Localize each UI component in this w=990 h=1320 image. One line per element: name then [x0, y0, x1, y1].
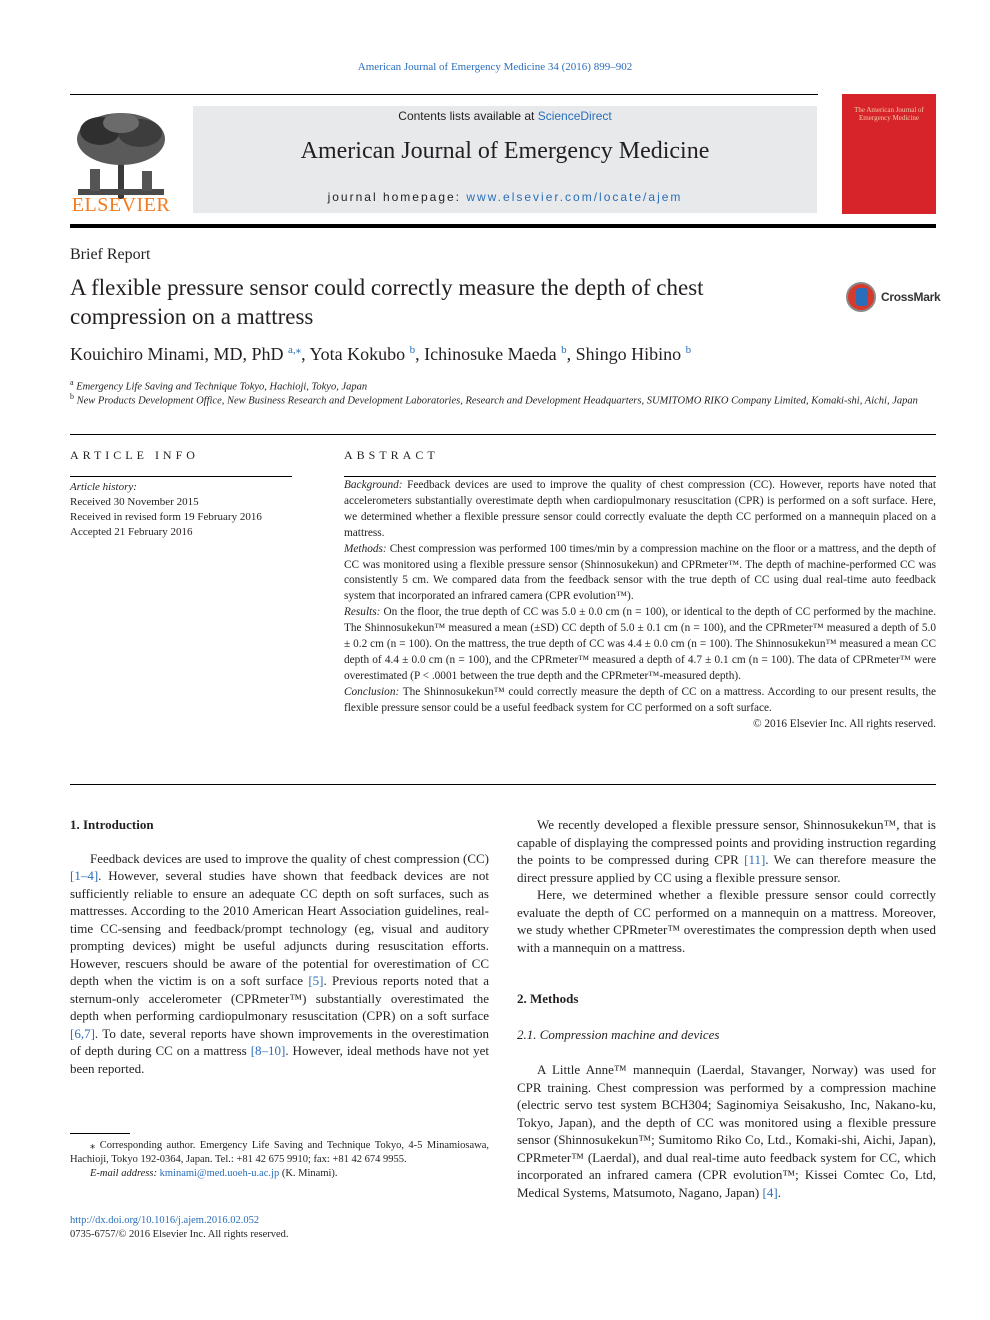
masthead-rule	[70, 94, 818, 95]
affiliation	[70, 390, 936, 409]
section-heading-introduction: 1. Introduction	[70, 817, 154, 832]
introduction-paragraph: We recently developed a flexible pressure sensor, Shinnosukekun™, that is capable of displaying the compressed points and providing instruction regarding the points to be compressed during CPR [11]. We can therefore measure the direct pressure applied by CC using a flexible pressure sensor.	[517, 817, 937, 885]
contents-prefix: Contents lists available at	[398, 109, 538, 123]
author-name[interactable]: Shingo Hibino	[575, 344, 682, 364]
abstract-text: Feedback devices are used to improve the quality of chest compression (CC). However, reports have noted that accelerometers substantially overestimate depth when cardiopulmonary resuscitation (CPR) is performed on a soft surface. Here, we determined whether a flexible pressure sensor could correctly evaluate the depth CC performed on a mannequin placed on a mattress.	[344, 479, 936, 539]
corresponding-author: ⁎ Corresponding author. Emergency Life Saving and Technique Tokyo, 4-5 Minamiosawa, Hachioji, Tokyo 192-0364, Japan. Tel.: +81 42 675 9910; fax: +81 42 674 9955.	[70, 1140, 489, 1165]
right-column	[517, 816, 936, 1201]
author-affiliation-mark[interactable]: b	[561, 344, 567, 356]
email-label: E-mail address:	[90, 1168, 160, 1179]
subsection-heading: 2.1. Compression machine and devices	[517, 1026, 720, 1042]
author-name[interactable]: Kouichiro Minami, MD, PhD	[70, 344, 284, 364]
methods-paragraph: A Little Anne™ mannequin (Laerdal, Stavanger, Norway) was used for CPR training. Chest compression was performed by a compression machine (electric servo test system BCH304; Saginomiya Seisakusho, Inc, Nakano-ku, Tokyo, Japan), and the depth of CC was monitored using a flexible pressure sensor (Shinnosukekun™; Sumitomo Riko Co, Ltd., Komaki-shi, Aichi, Japan), CPRmeter™ (Laerdal), and dual real-time auto feedback system for CC, which incorporated an infrared camera (CPR evolution™; Kissei Comtec Co, Ltd, Medical Systems, Matsumoto, Nagano, Japan) [4].	[517, 1062, 936, 1200]
journal-header-box	[193, 106, 817, 213]
accepted-date: Accepted 21 February 2016	[70, 526, 193, 538]
abstract-text: On the floor, the true depth of CC was 5.0 ± 0.0 cm (n = 100), or identical to the depth of CC performed by the machine. The Shinnosukekun™ measured a mean (±SD) CC depth of 5.0 ± 0.1 cm (n = 100), and the CPRmeter™ measured a depth of 5.0 ± 0.2 cm (n = 100). On the mattress, the true depth of CC was 4.4 ± 0.0 cm (n = 100). The Shinnosukekun™ measured a mean CC depth of 4.4 ± 0.0 cm (n = 100), and the CPRmeter™ measured a depth of 4.7 ± 0.1 cm (n = 100). The data of CPRmeter™ were overestimated (P < .0001 between the true depth and the CPRmeter™-measured depth).	[344, 606, 936, 682]
affiliation-text: New Products Development Office, New Business Research and Development Laboratories, Research and Development Headquarters, SUMITOMO RIKO Company Limited, Komaki-shi, Aichi, Japan	[76, 395, 918, 407]
abstract-methods	[344, 542, 936, 606]
crossmark-badge[interactable]	[846, 282, 941, 316]
journal-cover-thumbnail[interactable]	[842, 94, 936, 214]
author-name[interactable]: Ichinosuke Maeda	[424, 344, 557, 364]
header-divider	[70, 224, 936, 228]
affiliation-text: Emergency Life Saving and Technique Tokyo, Hachioji, Tokyo, Japan	[76, 381, 368, 393]
citation-link[interactable]: [6,7]	[70, 1025, 95, 1041]
email-suffix: (K. Minami).	[279, 1168, 338, 1179]
article-title: A flexible pressure sensor could correctly measure the depth of chest compression on a mattress	[70, 275, 704, 329]
abstract-text: Chest compression was performed 100 times/min by a compression machine on the floor or a mattress, and the depth of CC was monitored using a flexible pressure sensor (Shinnosukekun) and CPRmeter™. The depth of machine-performed CC was consistently 5 cm. We compared data from the feedback sensor with the true depth of CC using dual real-time auto feedback system that incorporated an infrared camera (CPR evolution™).	[344, 542, 936, 603]
section-divider	[70, 434, 936, 435]
author-affiliation-mark[interactable]: a,⁎	[288, 344, 302, 356]
copyright: © 2016 Elsevier Inc. All rights reserved.	[752, 717, 936, 730]
article-type: Brief Report	[70, 246, 151, 263]
author-affiliation-mark[interactable]: b	[409, 344, 416, 356]
homepage-prefix: journal homepage:	[327, 190, 467, 204]
article-info-heading: ARTICLE INFO	[70, 448, 199, 462]
abstract-label: Background:	[344, 479, 403, 491]
article-history	[70, 480, 292, 540]
citation-link[interactable]: [1–4]	[70, 868, 99, 883]
crossmark-icon	[846, 282, 876, 312]
corresponding-author-footnote	[70, 1139, 489, 1181]
abstract-rule	[344, 476, 936, 477]
email-line	[70, 1167, 489, 1181]
cover-title: The American Journal of Emergency Medicine	[854, 106, 924, 122]
citation-link[interactable]: [11]	[744, 852, 766, 867]
revised-date: Received in revised form 19 February 2016	[70, 511, 262, 523]
email-link[interactable]: kminami@med.uoeh-u.ac.jp	[159, 1168, 280, 1179]
received-date: Received 30 November 2015	[70, 496, 199, 508]
abstract-label: Conclusion:	[344, 685, 400, 698]
section-divider	[70, 784, 936, 785]
homepage-link[interactable]: www.elsevier.com/locate/ajem	[466, 190, 683, 204]
doi-link[interactable]: http://dx.doi.org/10.1016/j.ajem.2016.02.052	[70, 1215, 260, 1226]
history-label: Article history:	[70, 481, 137, 493]
author-affiliation-mark[interactable]: b	[685, 344, 692, 356]
abstract-text: The Shinnosukekun™ could correctly measure the depth of CC on a mattress. According to our present results, the flexible pressure sensor could be a useful feedback system for CC performed on a soft surface.	[344, 685, 936, 714]
affiliation-mark: a	[70, 378, 74, 387]
left-column	[70, 816, 489, 1077]
abstract-conclusion	[344, 685, 936, 717]
abstract-body	[344, 478, 936, 733]
introduction-paragraph: Here, we determined whether a flexible pressure sensor could correctly evaluate the depth of CC performed on a mannequin on a mattress. Moreover, we study whether CPRmeter™ overestimates the compression depth when used with a mannequin on a mattress.	[517, 887, 936, 955]
journal-reference[interactable]: American Journal of Emergency Medicine 34 (2016) 899–902	[357, 61, 633, 73]
affiliation-mark: b	[70, 392, 74, 401]
abstract-heading: ABSTRACT	[344, 448, 439, 462]
section-heading-methods: 2. Methods	[517, 991, 579, 1006]
abstract-label: Methods:	[344, 542, 387, 555]
abstract-background	[344, 478, 936, 542]
footnote-rule	[70, 1133, 130, 1134]
journal-title: American Journal of Emergency Medicine	[300, 138, 710, 164]
introduction-paragraph: Feedback devices are used to improve the quality of chest compression (CC) [1–4]. However, several studies have shown that feedback devices are not sufficiently reliable to ensure an adequate CC depth on soft surfaces, such as mattresses. According to the 2010 American Heart Association guidelines, real-time CC-sensing and feedback/prompt technology (eg, visual and auditory prompting devices) might be useful adjuncts during resuscitation efforts. However, rescuers should be aware of the potential for overestimation of CC depth when the victim is on a soft surface [5]. Previous reports noted that a sternum-only accelerometer (CPRmeter™) substantially overestimated the depth when performing cardiopulmonary resuscitation (CPR) on a soft surface [6,7]. To date, several reports have shown improvements in the overestimation of depth during CC on a mattress [8–10]. However, ideal methods have not yet been reported.	[70, 850, 490, 1076]
publisher-name: ELSEVIER	[71, 194, 171, 216]
crossmark-label: CrossMark	[881, 290, 941, 304]
author-name[interactable]: Yota Kokubo	[309, 344, 406, 364]
masthead	[70, 94, 936, 226]
citation-link[interactable]: [4]	[762, 1184, 778, 1200]
journal-homepage	[193, 190, 817, 204]
author-list: Kouichiro Minami, MD, PhD $^{a,⁎}$, Yota Kokubo $^b$, Ichinosuke Maeda $^b$, Shingo Hibino $^b$	[70, 344, 692, 364]
abstract-results	[344, 605, 936, 685]
citation-link[interactable]: [8–10]	[250, 1043, 286, 1058]
article-info-rule	[70, 476, 292, 477]
abstract-label: Results:	[344, 606, 381, 619]
sciencedirect-link[interactable]: ScienceDirect	[537, 109, 612, 123]
citation-link[interactable]: [5]	[308, 973, 324, 988]
issn-line: 0735-6757/© 2016 Elsevier Inc. All rights reserved.	[70, 1229, 289, 1240]
contents-line	[193, 109, 817, 123]
